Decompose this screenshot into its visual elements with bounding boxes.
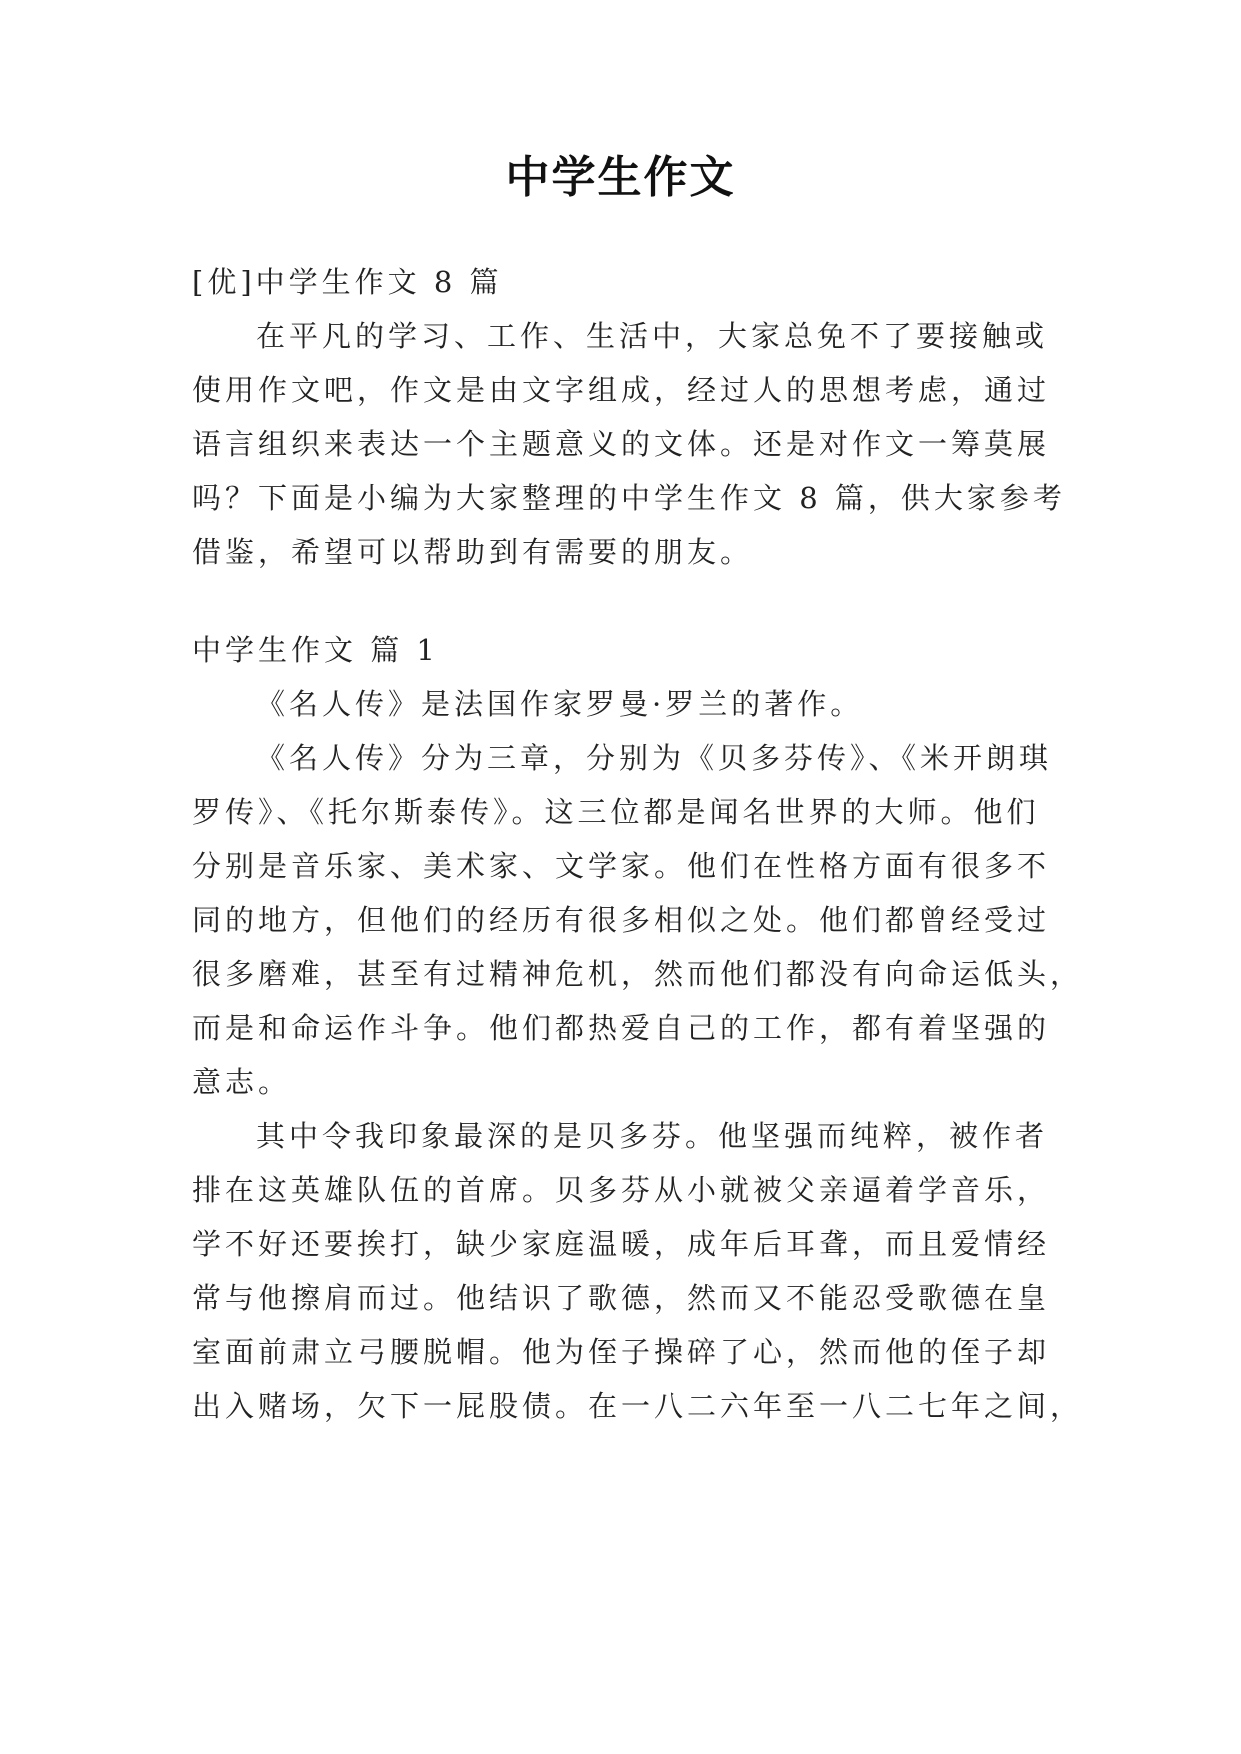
body-line: 意志。 [192,1065,292,1099]
intro-line: 吗？下面是小编为大家整理的中学生作文 8 篇，供大家参考 [192,481,1066,515]
body-line: 很多磨难，甚至有过精神危机，然而他们都没有向命运低头， [192,957,1084,991]
body-line: 分别是音乐家、美术家、文学家。他们在性格方面有很多不 [192,849,1051,883]
body-line: 常与他擦肩而过。他结识了歌德，然而又不能忍受歌德在皇 [192,1281,1051,1315]
intro-line: 借鉴，希望可以帮助到有需要的朋友。 [192,535,754,569]
section-heading: 中学生作文 篇 1 [192,633,439,667]
body-line: 同的地方，但他们的经历有很多相似之处。他们都曾经受过 [192,903,1051,937]
body-line: 学不好还要挨打，缺少家庭温暖，成年后耳聋，而且爱情经 [192,1227,1051,1261]
body-line: 出入赌场，欠下一屁股债。在一八二六年至一八二七年之间， [192,1389,1084,1423]
body-line: 其中令我印象最深的是贝多芬。他坚强而纯粹，被作者 [256,1119,1049,1153]
body-line: 《名人传》是法国作家罗曼·罗兰的著作。 [256,687,864,721]
intro-line: 语言组织来表达一个主题意义的文体。还是对作文一筹莫展 [192,427,1051,461]
body-line: 室面前肃立弓腰脱帽。他为侄子操碎了心，然而他的侄子却 [192,1335,1051,1369]
document-title: 中学生作文 [505,152,736,203]
body-line: 《名人传》分为三章，分别为《贝多芬传》、《米开朗琪 [256,741,1053,775]
intro-line: 在平凡的学习、工作、生活中，大家总免不了要接触或 [256,319,1049,353]
document-subtitle: [优]中学生作文 8 篇 [192,265,503,299]
body-line: 罗传》、《托尔斯泰传》。这三位都是闻名世界的大师。他们 [192,795,1040,829]
intro-line: 使用作文吧，作文是由文字组成，经过人的思想考虑，通过 [192,373,1051,407]
body-line: 排在这英雄队伍的首席。贝多芬从小就被父亲逼着学音乐， [192,1173,1051,1207]
body-line: 而是和命运作斗争。他们都热爱自己的工作，都有着坚强的 [192,1011,1051,1045]
